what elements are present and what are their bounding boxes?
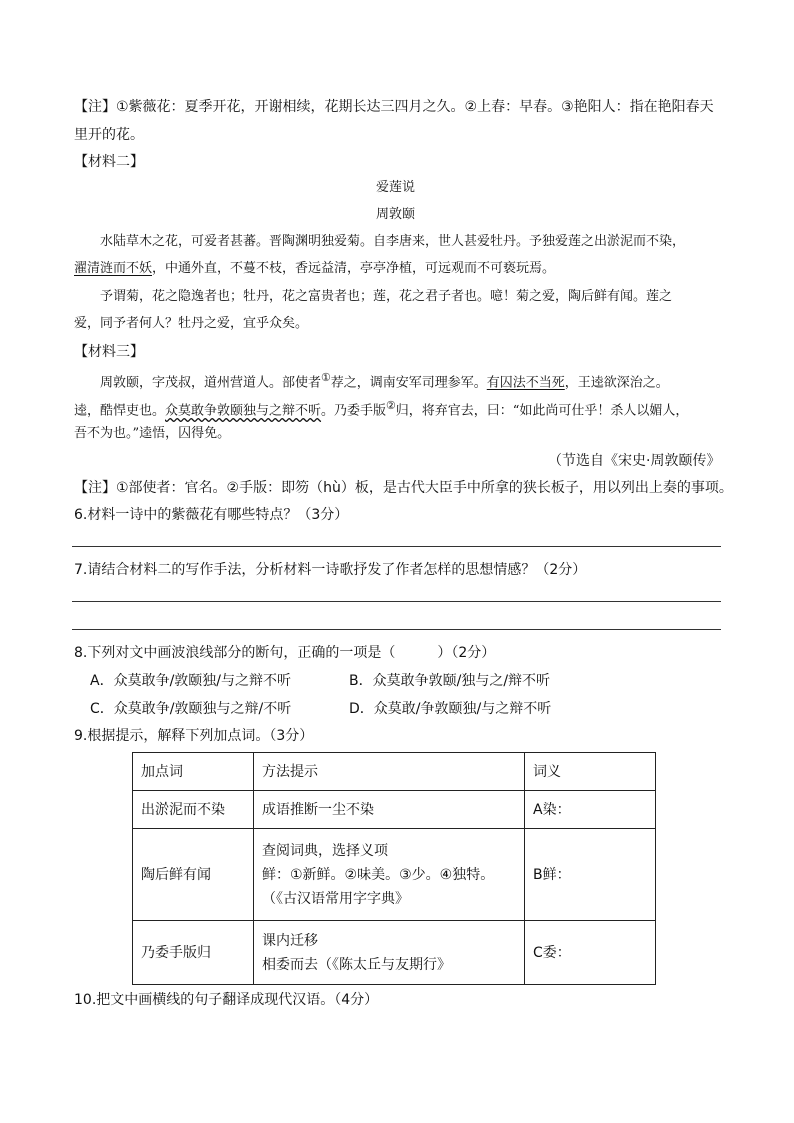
source-citation: （节选自《宋史·周敦颐传》 [548,453,721,469]
question-10: 10.把文中画横线的句子翻译成现代汉语。（4分） [74,992,379,1008]
row-meaning: A染： [525,791,656,829]
hint-line: 课内迁移 [262,932,318,949]
row-hint: 成语推断一尘不染 [254,791,525,829]
essay-paragraph-2-line-2: 爱，同予者何人？牡丹之爱，宜乎众矣。 [74,316,309,331]
note-1-line-2: 里开的花。 [74,127,144,143]
row-hint [254,921,525,985]
row-meaning: B鲜： [525,829,656,921]
row-hint [254,829,525,921]
hint-line: 查阅词典，选择义项 [262,842,388,859]
question-6: 6.材料一诗中的紫薇花有哪些特点？（3分） [74,507,349,523]
answer-line [72,601,721,602]
row-word: 陶后鲜有闻 [133,829,254,921]
row-word: 出淤泥而不染 [133,791,254,829]
biography-text: ，王逵欲深治之。 [564,375,669,391]
table-row [133,791,656,829]
header-meaning: 词义 [525,753,656,791]
note-1-line-1: 【注】①紫薇花：夏季开花，开谢相续，花期长达三四月之久。②上春：早春。③艳阳人：指在艳阳春天 [74,99,714,115]
row-meaning: C委： [525,921,656,985]
biography-text: 。乃委手版 [321,403,387,419]
table-header-row [133,753,656,791]
option-a: A．众莫敢争/敦颐独/与之辩不听 [90,673,292,689]
header-word: 加点词 [133,753,254,791]
essay-author: 周敦颐 [376,207,416,222]
underlined-sentence: 有囚法不当死 [486,375,565,391]
question-8: 8.下列对文中画波浪线部分的断句，正确的一项是（ ）（2分） [74,645,496,661]
question-7: 7.请结合材料二的写作手法，分析材料一诗歌抒发了作者怎样的思想情感？（2分） [74,562,587,578]
footnote-mark-1: ① [321,371,331,384]
header-hint: 方法提示 [254,753,525,791]
vocabulary-table [132,752,656,985]
answer-line [72,629,721,630]
biography-text: 荐之，调南安军司理参军。 [330,375,487,391]
question-9: 9.根据提示，解释下列加点词。（3分） [74,728,314,744]
table-row [133,921,656,985]
note-2: 【注】①部使者：官名。②手版：即笏（hù）板，是古代大臣手中所拿的狭长板子，用以列出上奏的事项。 [74,480,733,496]
biography-line-1 [100,368,669,393]
wavy-underlined-phrase: 众莫敢争敦颐独与之辩不听 [165,403,322,419]
material-3-heading: 【材料三】 [74,344,144,360]
biography-text: 归，将弃官去，曰：“如此尚可仕乎！杀人以媚人， [395,403,689,419]
biography-text: 周敦颐，字茂叔，道州营道人。部使者 [100,375,322,391]
essay-title: 爱莲说 [376,180,416,195]
essay-paragraph-1-line-1: 水陆草木之花，可爱者甚蕃。晋陶渊明独爱菊。自李唐来，世人甚爱牡丹。予独爱莲之出淤泥而不染， [100,234,686,249]
hint-line: 相委而去（《陈太丘与友期行》 [262,956,451,973]
option-d: D．众莫敢/争敦颐独/与之辩不听 [349,701,552,717]
option-b: B．众莫敢争敦颐/独与之/辩不听 [349,673,551,689]
essay-paragraph-2-line-1: 予谓菊，花之隐逸者也；牡丹，花之富贵者也；莲，花之君子者也。噫！菊之爱，陶后鲜有闻。莲之 [100,289,673,304]
biography-line-2 [74,396,688,421]
biography-line-3: 吾不为也。”逵悟，囚得免。 [74,426,231,441]
underlined-phrase: 濯清涟而不妖 [74,261,153,276]
essay-text: ，中通外直，不蔓不枝，香远益清，亭亭净植，可远观而不可亵玩焉。 [152,261,556,276]
hint-line: 鲜：①新鲜。②味美。③少。④独特。 [262,866,495,883]
row-word: 乃委手版归 [133,921,254,985]
essay-paragraph-1-line-2 [74,259,555,279]
material-2-heading: 【材料二】 [74,154,144,170]
biography-text: 逵，酷悍吏也。 [74,403,166,419]
footnote-mark-2: ② [386,399,396,412]
answer-line [72,546,721,547]
table-row [133,829,656,921]
option-c: C．众莫敢争/敦颐独与之辩/不听 [90,701,292,717]
hint-line: （《古汉语常用字字典》 [262,890,409,907]
